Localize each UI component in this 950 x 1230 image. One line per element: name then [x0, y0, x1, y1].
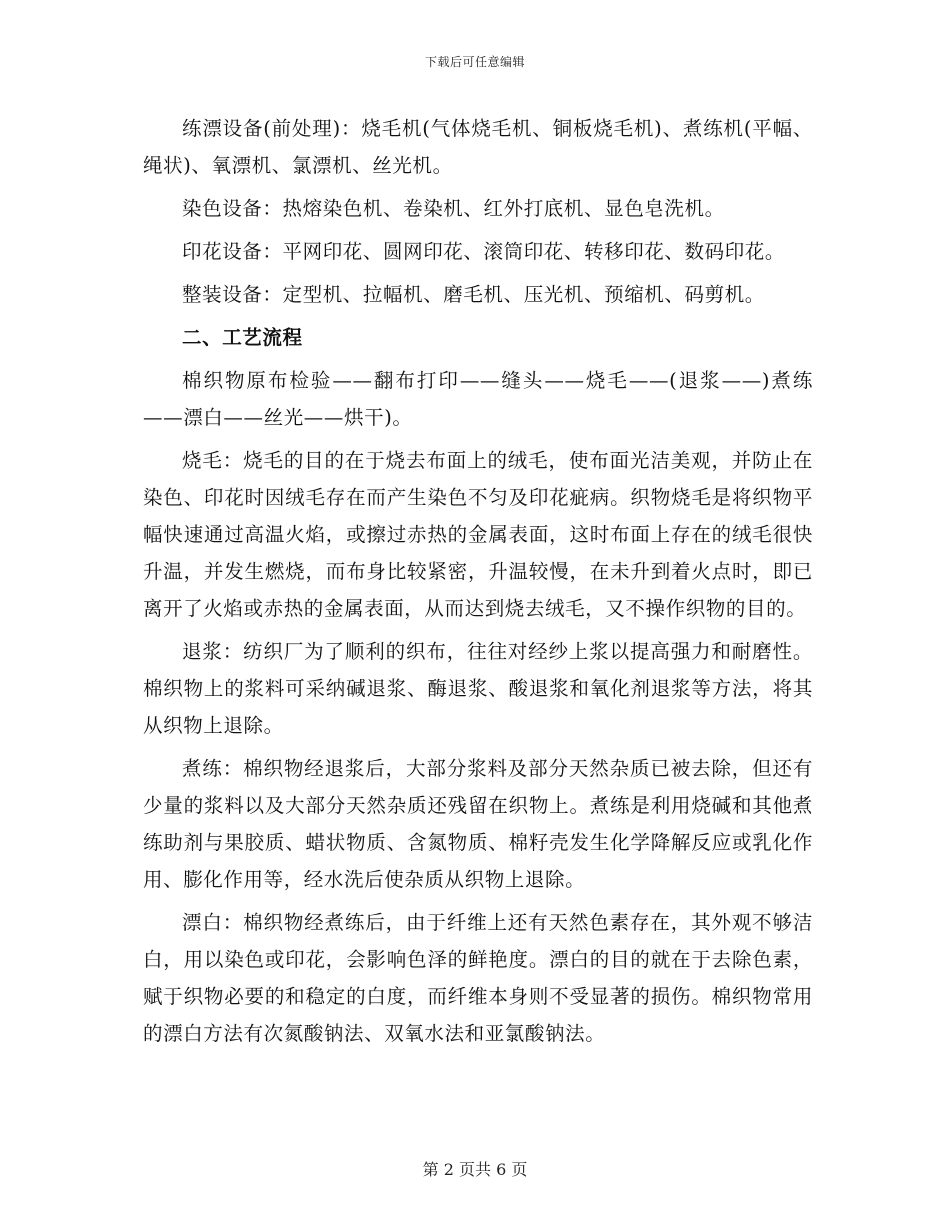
paragraph-desizing: 退浆：纺织厂为了顺利的织布，往往对经纱上浆以提高强力和耐磨性。棉织物上的浆料可采纳碱退浆、酶退浆、酸退浆和氧化剂退浆等方法，将其从织物上退除。 [143, 640, 813, 737]
section-heading-process-flow: 二、工艺流程 [182, 326, 303, 349]
paragraph-printing-equipment: 印花设备：平网印花、圆网印花、滚筒印花、转移印花、数码印花。 [182, 240, 786, 263]
paragraph-finishing-equipment: 整装设备：定型机、拉幅机、磨毛机、压光机、预缩机、码剪机。 [182, 283, 765, 306]
paragraph-scouring: 煮练：棉织物经退浆后，大部分浆料及部分天然杂质已被去除，但还有少量的浆料以及大部分天然杂质还残留在织物上。煮练是利用烧碱和其他煮练助剂与果胶质、蜡状物质、含氮物质、棉籽壳发生化学降解反应或乳化作用、膨化作用等，经水洗后使杂质从织物上退除。 [143, 757, 813, 891]
page-number-footer: 第 2 页共 6 页 [422, 1160, 528, 1179]
document-body [143, 110, 813, 1058]
page-header: 下载后可任意编辑 [424, 55, 525, 69]
paragraph-pretreatment-equipment: 练漂设备(前处理)：烧毛机(气体烧毛机、铜板烧毛机)、煮练机(平幅、绳状)、氧漂机、氯漂机、丝光机。 [143, 117, 813, 177]
paragraph-dyeing-equipment: 染色设备：热熔染色机、卷染机、红外打底机、显色皂洗机。 [182, 197, 725, 220]
paragraph-bleaching: 漂白：棉织物经煮练后，由于纤维上还有天然色素存在，其外观不够洁白，用以染色或印花，会影响色泽的鲜艳度。漂白的目的就在于去除色素，赋于织物必要的和稳定的白度，而纤维本身则不受显著的损伤。棉织物常用的漂白方法有次氮酸钠法、双氧水法和亚氯酸钠法。 [143, 911, 813, 1045]
paragraph-singeing: 烧毛：烧毛的目的在于烧去布面上的绒毛，使布面光洁美观，并防止在染色、印花时因绒毛存在而产生染色不匀及印花疵病。织物烧毛是将织物平幅快速通过高温火焰，或擦过赤热的金属表面，这时布面上存在的绒毛很快升温，并发生燃烧，而布身比较紧密，升温较慢，在未升到着火点时，即已离开了火焰或赤热的金属表面，从而达到烧去绒毛，又不操作织物的目的。 [143, 449, 813, 620]
paragraph-process-flow: 棉织物原布检验——翻布打印——缝头——烧毛——(退浆——)煮练——漂白——丝光——烘干)。 [143, 369, 813, 429]
